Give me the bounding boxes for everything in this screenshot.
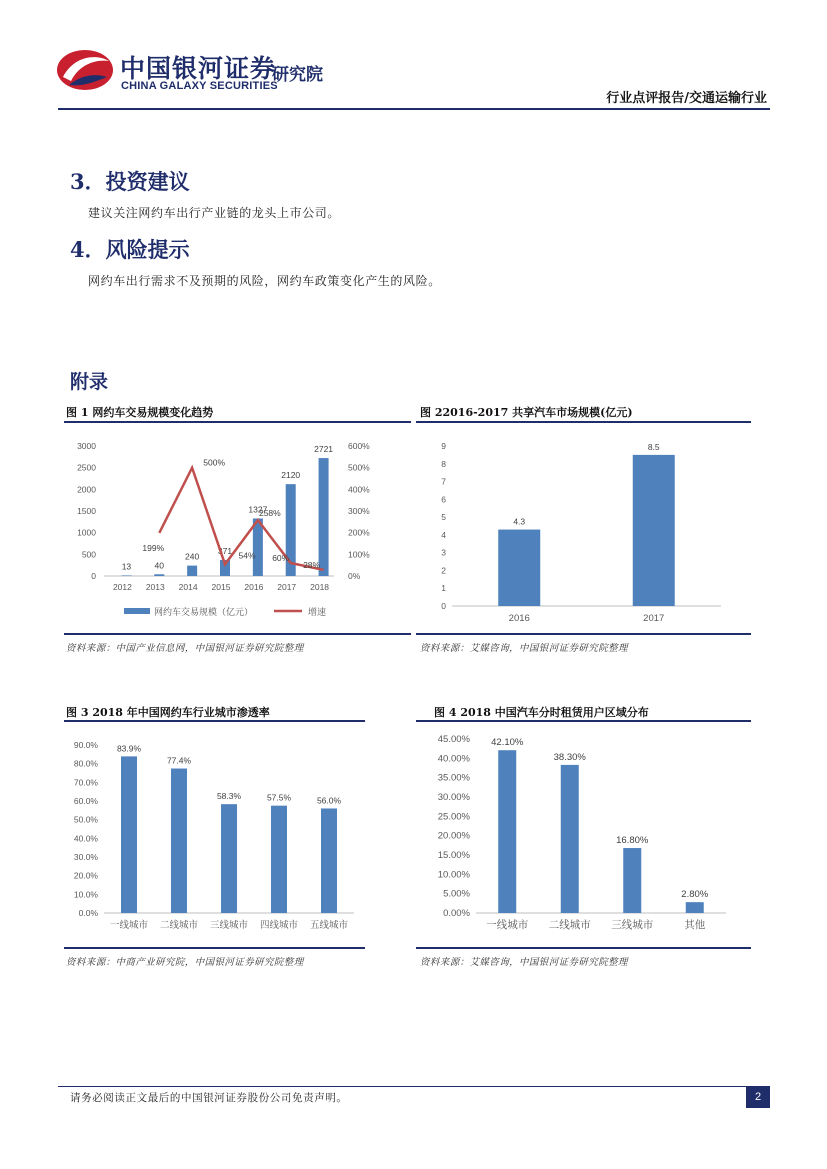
- y-tick-label: 0.0%: [78, 908, 98, 918]
- data-label: 38.30%: [553, 751, 586, 763]
- figure-4-top-rule: [416, 720, 751, 722]
- bar-data-label: 371: [217, 545, 233, 556]
- y-tick-label: 7: [441, 476, 446, 487]
- x-tick-label: 三线城市: [611, 919, 654, 931]
- bar: [623, 848, 641, 913]
- x-tick-label: 2016: [508, 613, 530, 624]
- line-data-label: 28%: [303, 559, 321, 570]
- line-data-label: 60%: [272, 553, 290, 563]
- figure-3-source: 资料来源：中商产业研究院，中国银河证券研究院整理: [66, 957, 304, 968]
- figure-4-source: 资料来源：艾媒咨询，中国银河证券研究院整理: [420, 957, 628, 968]
- y2-tick-label: 500%: [348, 462, 370, 473]
- section-text-investment: 建议关注网约车出行产业链的龙头上市公司。: [88, 206, 341, 220]
- section-title-risk: 4．风险提示: [70, 237, 190, 262]
- bar-data-label: 40: [154, 560, 165, 571]
- bar: [686, 902, 704, 913]
- data-label: 57.5%: [266, 792, 292, 803]
- y-tick-label: 15.00%: [437, 850, 470, 861]
- logo-institute: 研究院: [272, 65, 323, 85]
- x-tick-label: 2013: [145, 582, 165, 592]
- appendix-title: 附录: [70, 371, 109, 393]
- y-tick-label: 3000: [77, 441, 96, 451]
- x-tick-label: 四线城市: [259, 920, 299, 931]
- figure-2-source: 资料来源：艾媒咨询，中国银河证券研究院整理: [420, 643, 628, 654]
- bar: [121, 756, 137, 913]
- line-data-label: 54%: [238, 550, 256, 561]
- bar: [633, 455, 675, 606]
- y2-tick-label: 100%: [348, 549, 370, 560]
- y-tick-label: 1: [441, 583, 446, 594]
- legend-swatch-bar: [124, 608, 150, 614]
- bar: [321, 808, 337, 913]
- y-tick-label: 60.0%: [73, 796, 98, 806]
- y-tick-label: 3: [441, 547, 446, 558]
- footer-disclaimer: 请务必阅读正文最后的中国银河证券股份公司免责声明。: [70, 1092, 348, 1104]
- y-tick-label: 10.0%: [73, 889, 98, 900]
- figure-3-bottom-rule: [64, 947, 365, 949]
- y-tick-label: 90.0%: [73, 740, 98, 750]
- logo-en: CHINA GALAXY SECURITIES: [121, 80, 278, 92]
- data-label: 42.10%: [491, 737, 524, 749]
- header-divider: [58, 108, 770, 110]
- y2-tick-label: 0%: [348, 571, 361, 581]
- y-tick-label: 2500: [77, 462, 96, 473]
- figure-4-chart: [416, 723, 751, 946]
- y-tick-label: 10.00%: [437, 869, 470, 881]
- x-tick-label: 2014: [178, 582, 198, 592]
- bar: [187, 566, 197, 576]
- figure-1-source: 资料来源：中国产业信息网，中国银河证券研究院整理: [66, 643, 304, 654]
- y-tick-label: 2000: [77, 484, 96, 495]
- y-tick-label: 50.0%: [73, 814, 98, 825]
- bar: [121, 575, 131, 576]
- figure-4-bottom-rule: [416, 947, 751, 949]
- y-tick-label: 20.0%: [73, 870, 98, 881]
- bar: [171, 769, 187, 913]
- figure-3-title: 图 3 2018 年中国网约车行业城市渗透率: [66, 706, 270, 719]
- y2-tick-label: 300%: [348, 506, 370, 516]
- x-tick-label: 三线城市: [209, 920, 249, 931]
- figure-1-title: 图 1 网约车交易规模变化趋势: [66, 406, 214, 419]
- bar: [561, 765, 579, 913]
- line-data-label: 258%: [258, 508, 281, 519]
- data-label: 4.3: [513, 516, 526, 527]
- x-tick-label: 一线城市: [109, 920, 149, 931]
- x-tick-label: 2017: [277, 582, 297, 592]
- x-tick-label: 五线城市: [309, 920, 349, 931]
- bar-data-label: 240: [185, 551, 200, 562]
- logo-cn: 中国银河证券: [120, 54, 277, 83]
- bar: [498, 530, 540, 606]
- section-title-investment: 3．投资建议: [70, 169, 190, 194]
- y-tick-label: 9: [441, 441, 446, 451]
- data-label: 8.5: [647, 441, 660, 452]
- y-tick-label: 0: [91, 571, 96, 581]
- galaxy-logo-icon: [55, 47, 115, 93]
- figure-3-chart: [64, 723, 365, 946]
- legend-label-line: 增速: [308, 607, 327, 617]
- y-tick-label: 0: [441, 601, 446, 611]
- footer-divider: [58, 1086, 770, 1087]
- figure-2-chart: [416, 424, 751, 632]
- y-tick-label: 5: [441, 512, 446, 523]
- figure-3-top-rule: [64, 720, 365, 722]
- y-tick-label: 40.0%: [73, 833, 98, 844]
- bar: [319, 458, 329, 576]
- x-tick-label: 2017: [643, 613, 665, 624]
- bar-data-label: 1327: [248, 504, 268, 515]
- y-tick-label: 30.0%: [73, 852, 98, 862]
- bar: [253, 518, 263, 576]
- y-tick-label: 6: [441, 494, 446, 505]
- y-tick-label: 1000: [77, 527, 96, 538]
- bar: [498, 750, 516, 913]
- figure-1-top-rule: [64, 421, 411, 423]
- y-tick-label: 70.0%: [73, 777, 98, 788]
- y-tick-label: 5.00%: [443, 888, 470, 900]
- x-tick-label: 二线城市: [548, 919, 591, 931]
- y-tick-label: 2: [441, 565, 446, 576]
- figure-2-title: 图 22016-2017 共享汽车市场规模(亿元): [420, 406, 633, 419]
- data-label: 58.3%: [216, 791, 242, 802]
- figure-2-top-rule: [416, 421, 751, 423]
- line-data-label: 500%: [203, 457, 226, 468]
- figure-1-chart: [64, 424, 411, 632]
- y-tick-label: 40.00%: [437, 753, 470, 765]
- y-tick-label: 25.00%: [437, 811, 470, 823]
- bar: [154, 574, 164, 576]
- data-label: 56.0%: [316, 795, 342, 806]
- x-tick-label: 2012: [112, 582, 132, 592]
- y-tick-label: 35.00%: [437, 772, 470, 784]
- y-tick-label: 80.0%: [73, 758, 98, 769]
- y2-tick-label: 600%: [348, 441, 370, 451]
- bar: [221, 804, 237, 913]
- x-tick-label: 2018: [310, 582, 330, 592]
- bar-data-label: 2721: [314, 444, 334, 455]
- page-number: 2: [746, 1086, 770, 1108]
- figure-2-bottom-rule: [416, 633, 751, 635]
- y-tick-label: 8: [441, 458, 446, 469]
- y-tick-label: 20.00%: [437, 830, 470, 842]
- bar-data-label: 13: [121, 561, 132, 572]
- y2-tick-label: 400%: [348, 484, 370, 495]
- data-label: 83.9%: [116, 743, 142, 754]
- x-tick-label: 2015: [211, 582, 231, 592]
- bar: [271, 806, 287, 913]
- figure-1-bottom-rule: [64, 633, 411, 635]
- data-label: 2.80%: [681, 889, 709, 901]
- x-tick-label: 二线城市: [159, 920, 199, 931]
- section-text-risk: 网约车出行需求不及预期的风险，网约车政策变化产生的风险。: [88, 274, 441, 288]
- line-data-label: 199%: [142, 542, 165, 553]
- y-tick-label: 500: [81, 549, 96, 560]
- y-tick-label: 0.00%: [443, 908, 470, 919]
- y-tick-label: 1500: [77, 506, 96, 516]
- legend-label-bar: 网约车交易规模（亿元）: [154, 607, 254, 617]
- x-tick-label: 2016: [244, 582, 264, 592]
- x-tick-label: 一线城市: [486, 919, 529, 931]
- y-tick-label: 4: [441, 529, 446, 540]
- y2-tick-label: 200%: [348, 527, 370, 538]
- bar-data-label: 2120: [281, 470, 301, 481]
- x-tick-label: 其他: [684, 919, 706, 931]
- report-type: 行业点评报告/交通运输行业: [606, 91, 767, 106]
- y-tick-label: 30.00%: [437, 792, 470, 803]
- y-tick-label: 45.00%: [437, 734, 470, 745]
- data-label: 16.80%: [616, 835, 649, 847]
- data-label: 77.4%: [166, 755, 192, 766]
- figure-4-title: 图 4 2018 中国汽车分时租赁用户区域分布: [434, 706, 649, 719]
